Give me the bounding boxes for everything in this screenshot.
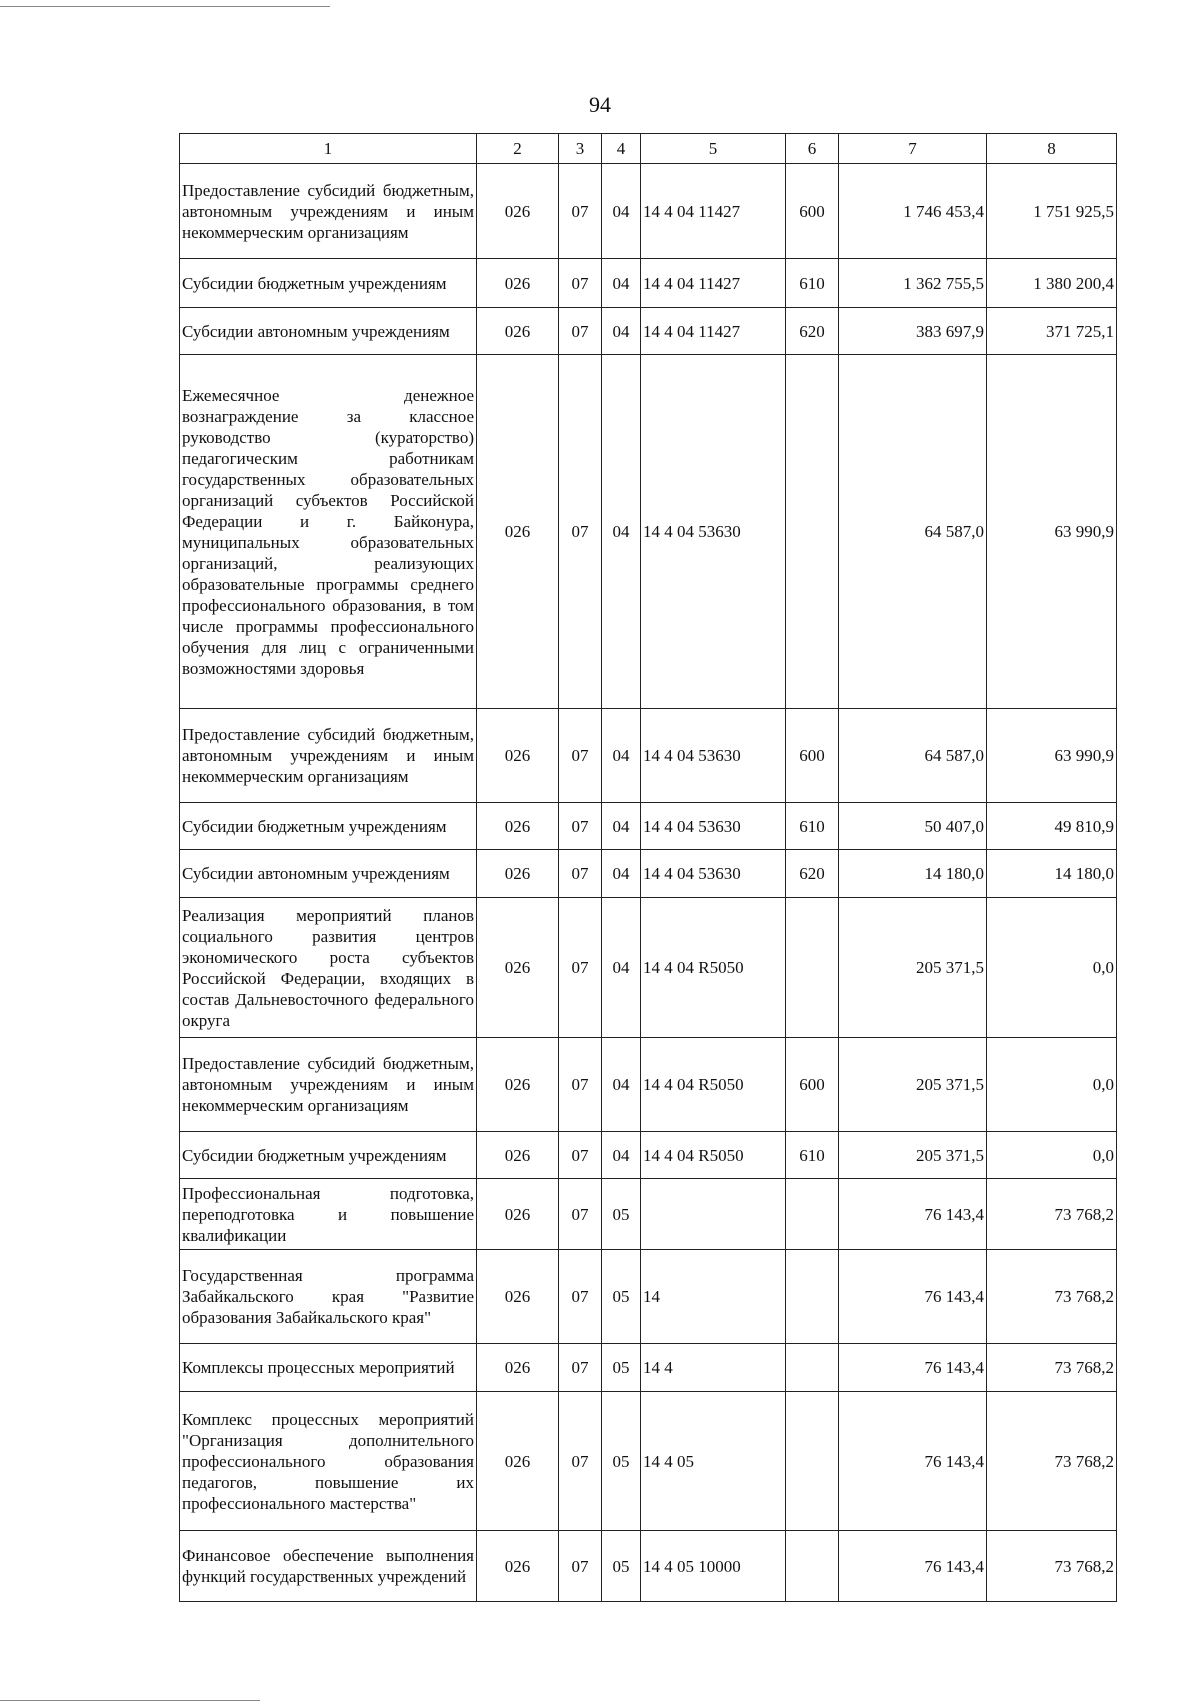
row-name: Комплексы процессных мероприятий xyxy=(180,1344,477,1392)
cell-subsection: 05 xyxy=(602,1344,641,1392)
scan-line-bottom xyxy=(0,1700,260,1701)
cell-amount-2: 73 768,2 xyxy=(987,1531,1117,1602)
cell-amount-1: 64 587,0 xyxy=(839,709,987,803)
cell-amount-1: 1 746 453,4 xyxy=(839,164,987,259)
table-row xyxy=(180,898,1117,1038)
header-cell: 5 xyxy=(641,134,786,164)
table-row xyxy=(180,709,1117,803)
cell-amount-2: 0,0 xyxy=(987,1038,1117,1132)
cell-subsection: 05 xyxy=(602,1392,641,1531)
cell-amount-1: 205 371,5 xyxy=(839,898,987,1038)
table-row xyxy=(180,1531,1117,1602)
table-row xyxy=(180,164,1117,259)
row-name: Ежемесячное денежное вознаграждение за классное руководство (кураторство) педагогическим работникам государственных образовательных организаций субъектов Российской Федерации и г. Байконура, муниципальных образовательных организаций, реализующих образовательные программы среднего профессионального образования, в том числе программы профессионального обучения для лиц с ограниченными возможностями здоровья xyxy=(180,355,477,709)
cell-target-code: 14 xyxy=(641,1250,786,1344)
cell-target-code: 14 4 04 53630 xyxy=(641,709,786,803)
cell-target-code: 14 4 04 11427 xyxy=(641,164,786,259)
cell-expense-type xyxy=(786,1179,839,1250)
table-row xyxy=(180,1392,1117,1531)
cell-amount-1: 76 143,4 xyxy=(839,1250,987,1344)
cell-subsection: 05 xyxy=(602,1250,641,1344)
cell-amount-2: 1 751 925,5 xyxy=(987,164,1117,259)
cell-expense-type: 600 xyxy=(786,1038,839,1132)
cell-amount-2: 73 768,2 xyxy=(987,1179,1117,1250)
cell-ministry: 026 xyxy=(477,1344,559,1392)
cell-subsection: 04 xyxy=(602,1038,641,1132)
cell-amount-1: 205 371,5 xyxy=(839,1038,987,1132)
cell-target-code xyxy=(641,1179,786,1250)
cell-subsection: 04 xyxy=(602,355,641,709)
cell-amount-1: 1 362 755,5 xyxy=(839,259,987,308)
cell-amount-2: 14 180,0 xyxy=(987,850,1117,898)
cell-amount-2: 0,0 xyxy=(987,1132,1117,1179)
cell-target-code: 14 4 04 11427 xyxy=(641,308,786,355)
row-name: Субсидии бюджетным учреждениям xyxy=(180,803,477,850)
cell-subsection: 04 xyxy=(602,259,641,308)
cell-amount-2: 73 768,2 xyxy=(987,1344,1117,1392)
table-row xyxy=(180,1132,1117,1179)
row-name: Предоставление субсидий бюджетным, автономным учреждениям и иным некоммерческим организациям xyxy=(180,1038,477,1132)
cell-expense-type: 610 xyxy=(786,803,839,850)
cell-section: 07 xyxy=(559,1344,602,1392)
cell-ministry: 026 xyxy=(477,164,559,259)
cell-target-code: 14 4 xyxy=(641,1344,786,1392)
cell-section: 07 xyxy=(559,709,602,803)
cell-ministry: 026 xyxy=(477,709,559,803)
cell-section: 07 xyxy=(559,898,602,1038)
cell-expense-type xyxy=(786,898,839,1038)
table-row xyxy=(180,1179,1117,1250)
table-row xyxy=(180,1344,1117,1392)
header-cell: 8 xyxy=(987,134,1117,164)
row-name: Предоставление субсидий бюджетным, автономным учреждениям и иным некоммерческим организациям xyxy=(180,164,477,259)
cell-target-code: 14 4 05 xyxy=(641,1392,786,1531)
cell-expense-type: 620 xyxy=(786,850,839,898)
cell-subsection: 04 xyxy=(602,898,641,1038)
cell-subsection: 04 xyxy=(602,1132,641,1179)
header-cell: 1 xyxy=(180,134,477,164)
row-name: Финансовое обеспечение выполнения функций государственных учреждений xyxy=(180,1531,477,1602)
cell-amount-2: 73 768,2 xyxy=(987,1250,1117,1344)
cell-expense-type: 610 xyxy=(786,1132,839,1179)
cell-amount-1: 76 143,4 xyxy=(839,1392,987,1531)
row-name: Субсидии бюджетным учреждениям xyxy=(180,1132,477,1179)
budget-table xyxy=(179,133,1117,1602)
row-name: Субсидии бюджетным учреждениям xyxy=(180,259,477,308)
header-cell: 4 xyxy=(602,134,641,164)
cell-expense-type: 610 xyxy=(786,259,839,308)
cell-section: 07 xyxy=(559,308,602,355)
cell-section: 07 xyxy=(559,1531,602,1602)
cell-section: 07 xyxy=(559,259,602,308)
table-row xyxy=(180,1038,1117,1132)
cell-section: 07 xyxy=(559,850,602,898)
cell-expense-type: 600 xyxy=(786,164,839,259)
cell-ministry: 026 xyxy=(477,850,559,898)
cell-target-code: 14 4 04 R5050 xyxy=(641,1132,786,1179)
row-name: Предоставление субсидий бюджетным, автономным учреждениям и иным некоммерческим организациям xyxy=(180,709,477,803)
cell-amount-2: 73 768,2 xyxy=(987,1392,1117,1531)
cell-section: 07 xyxy=(559,803,602,850)
cell-section: 07 xyxy=(559,355,602,709)
header-cell: 2 xyxy=(477,134,559,164)
cell-ministry: 026 xyxy=(477,1132,559,1179)
table-header-row xyxy=(180,134,1117,164)
cell-section: 07 xyxy=(559,1038,602,1132)
cell-section: 07 xyxy=(559,1392,602,1531)
cell-amount-1: 50 407,0 xyxy=(839,803,987,850)
cell-target-code: 14 4 04 11427 xyxy=(641,259,786,308)
cell-ministry: 026 xyxy=(477,898,559,1038)
cell-target-code: 14 4 04 53630 xyxy=(641,850,786,898)
cell-ministry: 026 xyxy=(477,1179,559,1250)
cell-target-code: 14 4 05 10000 xyxy=(641,1531,786,1602)
cell-subsection: 04 xyxy=(602,803,641,850)
cell-amount-1: 76 143,4 xyxy=(839,1344,987,1392)
cell-subsection: 05 xyxy=(602,1531,641,1602)
cell-subsection: 05 xyxy=(602,1179,641,1250)
row-name: Субсидии автономным учреждениям xyxy=(180,850,477,898)
cell-expense-type xyxy=(786,1344,839,1392)
cell-expense-type: 600 xyxy=(786,709,839,803)
header-cell: 7 xyxy=(839,134,987,164)
table-row xyxy=(180,259,1117,308)
cell-amount-2: 49 810,9 xyxy=(987,803,1117,850)
cell-target-code: 14 4 04 R5050 xyxy=(641,1038,786,1132)
table-row xyxy=(180,355,1117,709)
page-number: 94 xyxy=(589,92,611,117)
row-name: Комплекс процессных мероприятий "Организация дополнительного профессионального образования педагогов, повышение их профессионального мастерства" xyxy=(180,1392,477,1531)
cell-amount-2: 1 380 200,4 xyxy=(987,259,1117,308)
cell-amount-2: 0,0 xyxy=(987,898,1117,1038)
cell-ministry: 026 xyxy=(477,803,559,850)
cell-section: 07 xyxy=(559,1132,602,1179)
row-name: Государственная программа Забайкальского края "Развитие образования Забайкальского края" xyxy=(180,1250,477,1344)
row-name: Субсидии автономным учреждениям xyxy=(180,308,477,355)
header-cell: 3 xyxy=(559,134,602,164)
cell-amount-2: 371 725,1 xyxy=(987,308,1117,355)
cell-amount-1: 64 587,0 xyxy=(839,355,987,709)
cell-ministry: 026 xyxy=(477,1038,559,1132)
cell-subsection: 04 xyxy=(602,709,641,803)
cell-ministry: 026 xyxy=(477,1250,559,1344)
cell-ministry: 026 xyxy=(477,308,559,355)
table-row xyxy=(180,850,1117,898)
cell-ministry: 026 xyxy=(477,259,559,308)
scan-line-top xyxy=(0,6,330,7)
cell-target-code: 14 4 04 53630 xyxy=(641,803,786,850)
table-row xyxy=(180,803,1117,850)
cell-amount-1: 14 180,0 xyxy=(839,850,987,898)
cell-target-code: 14 4 04 R5050 xyxy=(641,898,786,1038)
cell-expense-type xyxy=(786,1392,839,1531)
cell-expense-type xyxy=(786,1531,839,1602)
cell-amount-2: 63 990,9 xyxy=(987,709,1117,803)
cell-amount-2: 63 990,9 xyxy=(987,355,1117,709)
cell-subsection: 04 xyxy=(602,164,641,259)
cell-amount-1: 76 143,4 xyxy=(839,1531,987,1602)
cell-section: 07 xyxy=(559,1179,602,1250)
row-name: Реализация мероприятий планов социального развития центров экономического роста субъектов Российской Федерации, входящих в состав Дальневосточного федерального округа xyxy=(180,898,477,1038)
cell-ministry: 026 xyxy=(477,1531,559,1602)
cell-subsection: 04 xyxy=(602,308,641,355)
cell-subsection: 04 xyxy=(602,850,641,898)
row-name: Профессиональная подготовка, переподготовка и повышение квалификации xyxy=(180,1179,477,1250)
cell-section: 07 xyxy=(559,164,602,259)
cell-amount-1: 383 697,9 xyxy=(839,308,987,355)
cell-amount-1: 205 371,5 xyxy=(839,1132,987,1179)
cell-ministry: 026 xyxy=(477,1392,559,1531)
cell-expense-type xyxy=(786,1250,839,1344)
cell-ministry: 026 xyxy=(477,355,559,709)
cell-amount-1: 76 143,4 xyxy=(839,1179,987,1250)
cell-expense-type: 620 xyxy=(786,308,839,355)
table-row xyxy=(180,1250,1117,1344)
cell-target-code: 14 4 04 53630 xyxy=(641,355,786,709)
table-row xyxy=(180,308,1117,355)
cell-section: 07 xyxy=(559,1250,602,1344)
header-cell: 6 xyxy=(786,134,839,164)
cell-expense-type xyxy=(786,355,839,709)
